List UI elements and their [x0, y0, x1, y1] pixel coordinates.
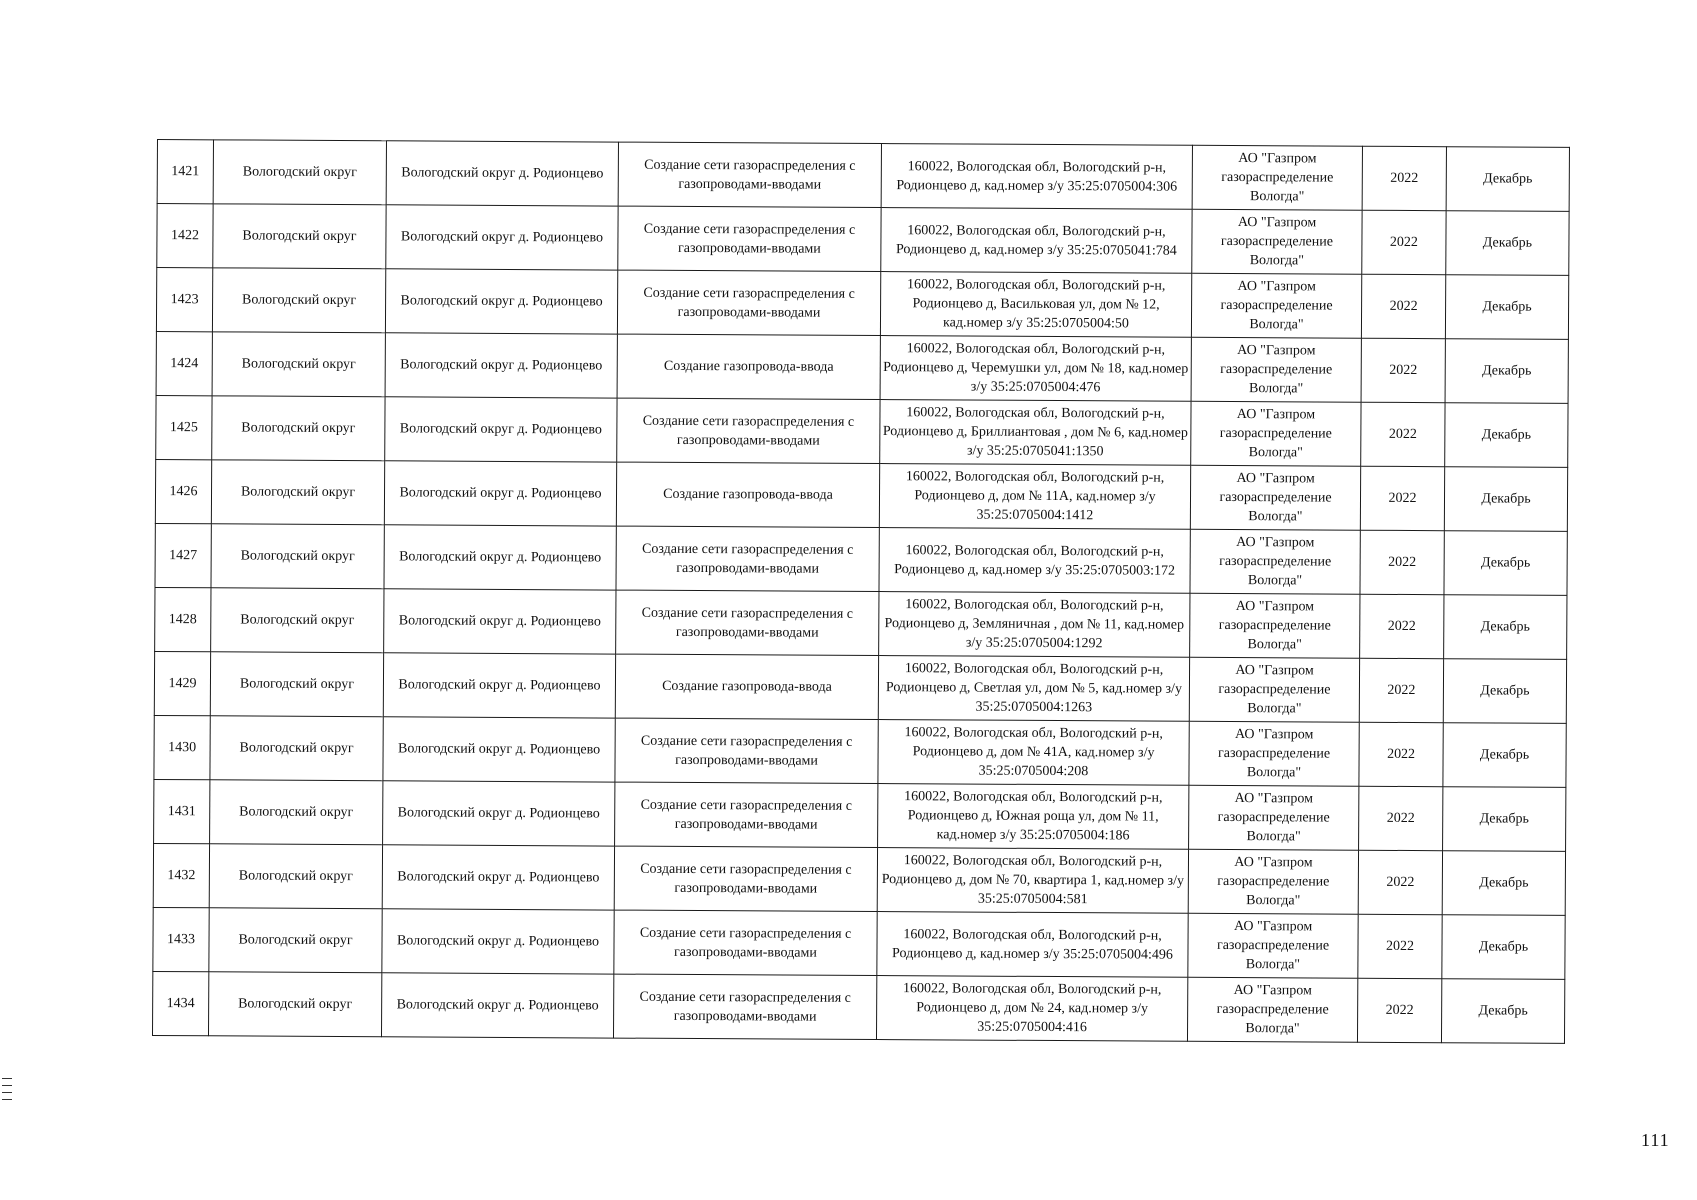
- locality-cell: Вологодский округ д. Родионцево: [383, 717, 615, 782]
- table-row: [153, 843, 1565, 915]
- row-number-cell: 1434: [152, 971, 208, 1035]
- month-cell: Декабрь: [1442, 915, 1565, 980]
- district-cell: Вологодский округ: [209, 844, 382, 909]
- month-cell: Декабрь: [1441, 979, 1564, 1044]
- margin-tick: [2, 1092, 12, 1093]
- row-number-cell: 1425: [156, 395, 212, 459]
- row-number-cell: 1429: [154, 651, 210, 715]
- row-number-cell: 1431: [154, 779, 210, 843]
- organization-cell: АО "Газпром газораспределение Вологда": [1187, 977, 1357, 1042]
- locality-cell: Вологодский округ д. Родионцево: [384, 525, 616, 590]
- district-cell: Вологодский округ: [210, 780, 383, 845]
- district-cell: Вологодский округ: [210, 716, 383, 781]
- organization-cell: АО "Газпром газораспределение Вологда": [1190, 593, 1360, 658]
- district-cell: Вологодский округ: [213, 140, 386, 205]
- table-container: [157, 139, 1570, 1036]
- work-type-cell: Создание сети газораспределения с газопроводами-вводами: [615, 718, 878, 783]
- district-cell: Вологодский округ: [213, 204, 386, 269]
- table-row: [155, 587, 1567, 659]
- page-number: 111: [1641, 1130, 1670, 1150]
- month-cell: Декабрь: [1443, 659, 1566, 724]
- address-cell: 160022, Вологодская обл, Вологодский р-н, Родионцево д, Черемушки ул, дом № 18, кад.номер з/у 35:25:0705004:476: [880, 336, 1191, 402]
- row-number-cell: 1433: [153, 907, 209, 971]
- year-cell: 2022: [1362, 146, 1446, 210]
- work-type-cell: Создание газопровода-ввода: [616, 462, 879, 527]
- year-cell: 2022: [1358, 850, 1442, 914]
- organization-cell: АО "Газпром газораспределение Вологда": [1192, 145, 1362, 210]
- row-number-cell: 1427: [155, 523, 211, 587]
- locality-cell: Вологодский округ д. Родионцево: [382, 909, 614, 974]
- year-cell: 2022: [1359, 722, 1443, 786]
- organization-cell: АО "Газпром газораспределение Вологда": [1192, 209, 1362, 274]
- organization-cell: АО "Газпром газораспределение Вологда": [1191, 337, 1361, 402]
- table-row: [156, 268, 1568, 340]
- work-type-cell: Создание сети газораспределения с газопроводами-вводами: [614, 910, 877, 975]
- organization-cell: АО "Газпром газораспределение Вологда": [1189, 657, 1359, 722]
- table-row: [154, 779, 1566, 851]
- work-type-cell: Создание сети газораспределения с газопроводами-вводами: [617, 398, 880, 463]
- work-type-cell: Создание сети газораспределения с газопроводами-вводами: [614, 846, 877, 911]
- organization-cell: АО "Газпром газораспределение Вологда": [1188, 849, 1358, 914]
- organization-cell: АО "Газпром газораспределение Вологда": [1189, 785, 1359, 850]
- locality-cell: Вологодский округ д. Родионцево: [384, 461, 616, 526]
- address-cell: 160022, Вологодская обл, Вологодский р-н, Родионцево д, кад.номер з/у 35:25:0705004:496: [877, 912, 1188, 978]
- organization-cell: АО "Газпром газораспределение Вологда": [1189, 721, 1359, 786]
- table-row: [154, 651, 1566, 723]
- month-cell: Декабрь: [1446, 147, 1569, 212]
- year-cell: 2022: [1359, 786, 1443, 850]
- year-cell: 2022: [1360, 530, 1444, 594]
- locality-cell: Вологодский округ д. Родионцево: [385, 333, 617, 398]
- organization-cell: АО "Газпром газораспределение Вологда": [1191, 273, 1361, 338]
- month-cell: Декабрь: [1446, 211, 1569, 276]
- month-cell: Декабрь: [1444, 531, 1567, 596]
- district-cell: Вологодский округ: [210, 652, 383, 717]
- work-type-cell: Создание газопровода-ввода: [615, 654, 878, 719]
- address-cell: 160022, Вологодская обл, Вологодский р-н, Родионцево д, Земляничная , дом № 11, кад.номер з/у 35:25:0705004:1292: [879, 592, 1190, 658]
- district-cell: Вологодский округ: [208, 972, 381, 1037]
- work-type-cell: Создание сети газораспределения с газопроводами-вводами: [616, 526, 879, 591]
- month-cell: Декабрь: [1445, 403, 1568, 468]
- table-row: [157, 140, 1569, 212]
- month-cell: Декабрь: [1443, 723, 1566, 788]
- district-cell: Вологодский округ: [212, 332, 385, 397]
- organization-cell: АО "Газпром газораспределение Вологда": [1190, 465, 1360, 530]
- row-number-cell: 1424: [156, 331, 212, 395]
- table-row: [156, 331, 1568, 403]
- year-cell: 2022: [1362, 210, 1446, 274]
- gasification-table: [152, 139, 1570, 1044]
- address-cell: 160022, Вологодская обл, Вологодский р-н, Родионцево д, дом № 70, квартира 1, кад.номер з/у 35:25:0705004:581: [877, 848, 1188, 914]
- address-cell: 160022, Вологодская обл, Вологодский р-н, Родионцево д, Васильковая ул, дом № 12, кад.номер з/у 35:25:0705004:50: [880, 272, 1191, 338]
- year-cell: 2022: [1359, 658, 1443, 722]
- locality-cell: Вологодский округ д. Родионцево: [385, 269, 617, 334]
- address-cell: 160022, Вологодская обл, Вологодский р-н, Родионцево д, кад.номер з/у 35:25:0705041:784: [881, 208, 1192, 274]
- month-cell: Декабрь: [1443, 787, 1566, 852]
- address-cell: 160022, Вологодская обл, Вологодский р-н, Родионцево д, Бриллиантовая , дом № 6, кад.номер з/у 35:25:0705041:1350: [880, 400, 1191, 466]
- table-row: [155, 523, 1567, 595]
- row-number-cell: 1421: [157, 140, 213, 204]
- month-cell: Декабрь: [1442, 851, 1565, 916]
- address-cell: 160022, Вологодская обл, Вологодский р-н, Родионцево д, кад.номер з/у 35:25:0705004:306: [881, 144, 1192, 210]
- address-cell: 160022, Вологодская обл, Вологодский р-н, Родионцево д, Светлая ул, дом № 5, кад.номер з/у 35:25:0705004:1263: [878, 656, 1189, 722]
- organization-cell: АО "Газпром газораспределение Вологда": [1190, 529, 1360, 594]
- table-row: [153, 907, 1565, 979]
- district-cell: Вологодский округ: [211, 588, 384, 653]
- district-cell: Вологодский округ: [212, 268, 385, 333]
- table-row: [157, 204, 1569, 276]
- row-number-cell: 1428: [155, 587, 211, 651]
- district-cell: Вологодский округ: [212, 396, 385, 461]
- month-cell: Декабрь: [1444, 595, 1567, 660]
- row-number-cell: 1430: [154, 715, 210, 779]
- address-cell: 160022, Вологодская обл, Вологодский р-н, Родионцево д, дом № 11А, кад.номер з/у 35:25:0705004:1412: [879, 464, 1190, 530]
- table-row: [155, 459, 1567, 531]
- locality-cell: Вологодский округ д. Родионцево: [386, 205, 618, 270]
- year-cell: 2022: [1361, 338, 1445, 402]
- locality-cell: Вологодский округ д. Родионцево: [384, 589, 616, 654]
- month-cell: Декабрь: [1444, 467, 1567, 532]
- row-number-cell: 1432: [153, 843, 209, 907]
- district-cell: Вологодский округ: [211, 460, 384, 525]
- work-type-cell: Создание сети газораспределения с газопроводами-вводами: [613, 974, 876, 1039]
- locality-cell: Вологодский округ д. Родионцево: [381, 973, 613, 1038]
- address-cell: 160022, Вологодская обл, Вологодский р-н, Родионцево д, дом № 41А, кад.номер з/у 35:25:0705004:208: [878, 720, 1189, 786]
- locality-cell: Вологодский округ д. Родионцево: [386, 141, 618, 206]
- work-type-cell: Создание сети газораспределения с газопроводами-вводами: [617, 270, 880, 335]
- district-cell: Вологодский округ: [211, 524, 384, 589]
- work-type-cell: Создание сети газораспределения с газопроводами-вводами: [618, 206, 881, 271]
- month-cell: Декабрь: [1445, 275, 1568, 340]
- year-cell: 2022: [1361, 402, 1445, 466]
- year-cell: 2022: [1360, 594, 1444, 658]
- work-type-cell: Создание сети газораспределения с газопроводами-вводами: [616, 590, 879, 655]
- locality-cell: Вологодский округ д. Родионцево: [382, 845, 614, 910]
- year-cell: 2022: [1360, 466, 1444, 530]
- locality-cell: Вологодский округ д. Родионцево: [385, 397, 617, 462]
- organization-cell: АО "Газпром газораспределение Вологда": [1191, 401, 1361, 466]
- year-cell: 2022: [1358, 914, 1442, 978]
- organization-cell: АО "Газпром газораспределение Вологда": [1188, 913, 1358, 978]
- table-row: [152, 971, 1564, 1043]
- address-cell: 160022, Вологодская обл, Вологодский р-н, Родионцево д, Южная роща ул, дом № 11, кад.номер з/у 35:25:0705004:186: [878, 784, 1189, 850]
- work-type-cell: Создание сети газораспределения с газопроводами-вводами: [615, 782, 878, 847]
- year-cell: 2022: [1361, 274, 1445, 338]
- month-cell: Декабрь: [1445, 339, 1568, 404]
- row-number-cell: 1422: [157, 204, 213, 268]
- locality-cell: Вологодский округ д. Родионцево: [383, 653, 615, 718]
- row-number-cell: 1423: [156, 268, 212, 332]
- address-cell: 160022, Вологодская обл, Вологодский р-н, Родионцево д, дом № 24, кад.номер з/у 35:25:0705004:416: [876, 976, 1187, 1042]
- locality-cell: Вологодский округ д. Родионцево: [383, 781, 615, 846]
- district-cell: Вологодский округ: [209, 908, 382, 973]
- address-cell: 160022, Вологодская обл, Вологодский р-н, Родионцево д, кад.номер з/у 35:25:0705003:172: [879, 528, 1190, 594]
- margin-tick: [2, 1085, 12, 1086]
- table-row: [156, 395, 1568, 467]
- row-number-cell: 1426: [155, 459, 211, 523]
- margin-tick: [2, 1078, 12, 1079]
- year-cell: 2022: [1357, 978, 1441, 1042]
- work-type-cell: Создание газопровода-ввода: [617, 334, 880, 399]
- margin-tick: [2, 1099, 12, 1100]
- work-type-cell: Создание сети газораспределения с газопроводами-вводами: [618, 142, 881, 207]
- table-row: [154, 715, 1566, 787]
- table-body: [152, 140, 1569, 1044]
